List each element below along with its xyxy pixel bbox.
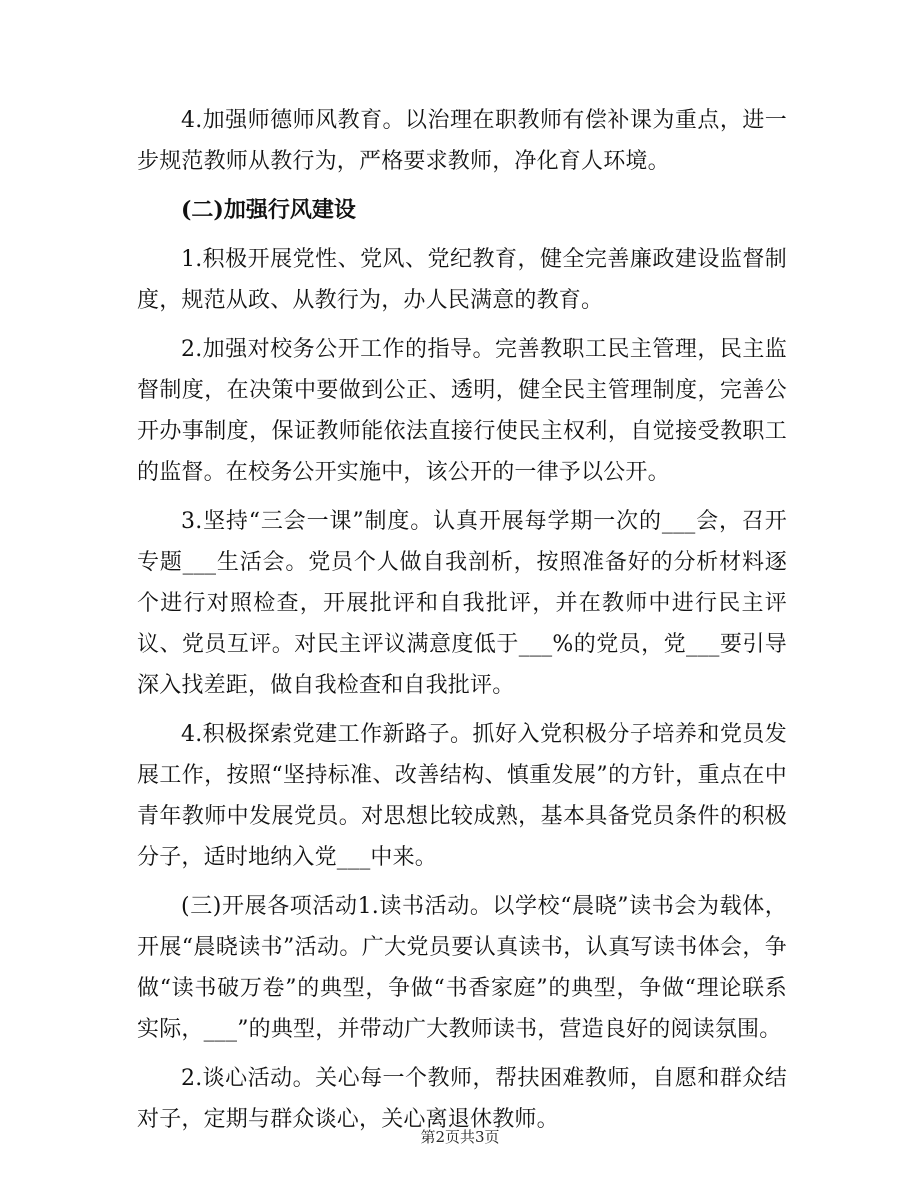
paragraph-three-meetings-one-lesson: 3.坚持“三会一课”制度。认真开展每学期一次的___会，召开专题___生活会。党员个人做自我剖析，按照准备好的分析材料逐个进行对照检查，开展批评和自我批评，并在教师中进行民主评议、党员互评。对民主评议满意度低于___%的党员，党___要引导深入找差距，做自我检查和自我批评。 — [137, 509, 787, 698]
paragraph-party-building: 4.积极探索党建工作新路子。抓好入党积极分子培养和党员发展工作，按照“坚持标准、改善结构、慎重发展”的方针，重点在中青年教师中发展党员。对思想比较成熟，基本具备党员条件的积极分子，适时地纳入党___中来。 — [137, 722, 787, 870]
section-heading-industry-style: (二)加强行风建设 — [181, 197, 356, 223]
paragraph-heart-to-heart-activity: 2.谈心活动。关心每一个教师，帮扶困难教师，自愿和群众结对子，定期与群众谈心，关心离退休教师。 — [137, 1066, 787, 1132]
document-body — [137, 100, 787, 1148]
paragraph-school-affairs-openness: 2.加强对校务公开工作的指导。完善教职工民主管理，民主监督制度，在决策中要做到公正、透明，健全民主管理制度，完善公开办事制度，保证教师能依法直接行使民主权利，自觉接受教职工的监督。在校务公开实施中，该公开的一律予以公开。 — [137, 337, 787, 485]
paragraph-teacher-ethics: 4.加强师德师风教育。以治理在职教师有偿补课为重点，进一步规范教师从教行为，严格要求教师，净化育人环境。 — [137, 108, 787, 174]
page-number-footer: 第2页共3页 — [420, 1128, 500, 1146]
paragraph-reading-activity: (三)开展各项活动1.读书活动。以学校“晨晓”读书会为载体，开展“晨晓读书”活动。广大党员要认真读书，认真写读书体会，争做“读书破万卷”的典型，争做“书香家庭”的典型，争做“理论联系实际，___”的典型，并带动广大教师读书，营造良好的阅读氛围。 — [137, 894, 787, 1042]
paragraph-party-education: 1.积极开展党性、党风、党纪教育，健全完善廉政建设监督制度，规范从政、从教行为，办人民满意的教育。 — [137, 247, 787, 313]
